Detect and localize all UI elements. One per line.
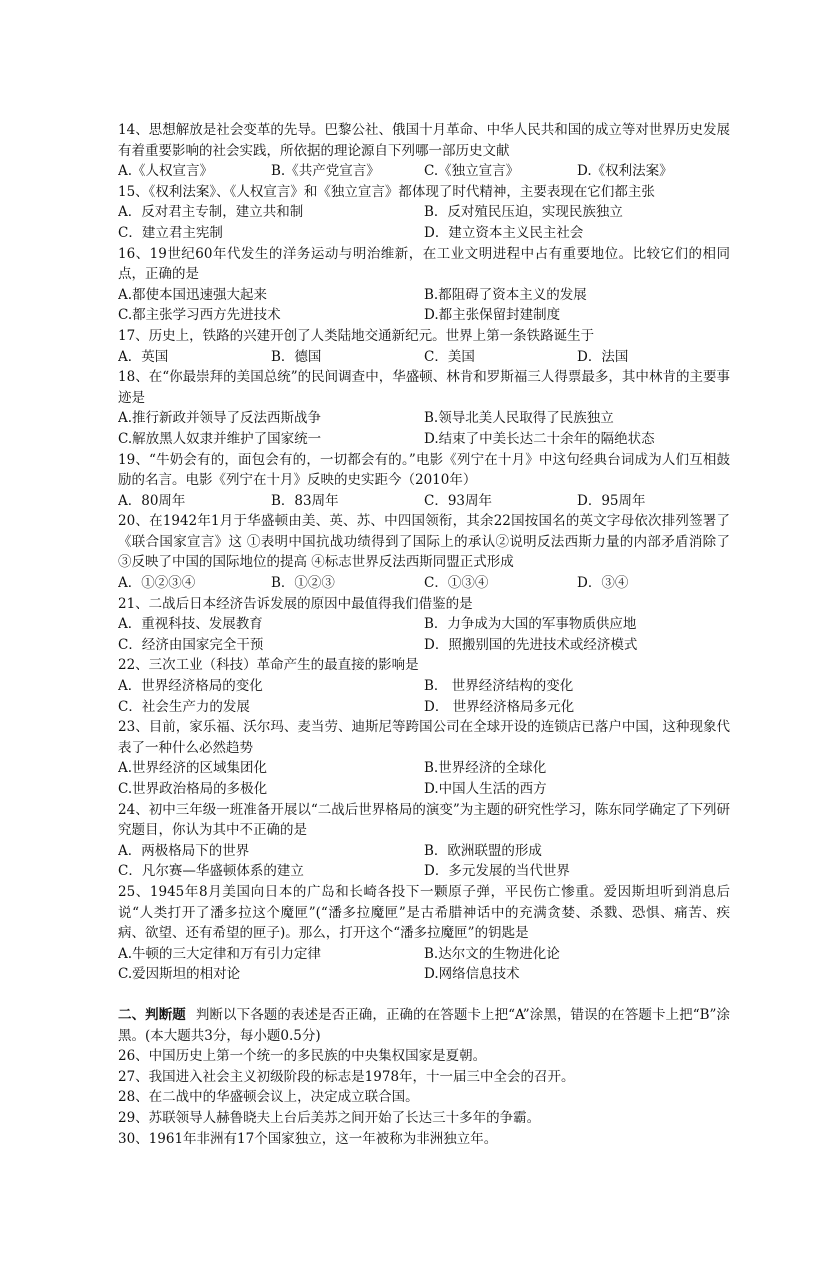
- option-b: B．①②③: [271, 575, 335, 592]
- option-a: A．两极格局下的世界: [118, 842, 250, 859]
- judgment-item: 26、中国历史上第一个统一的多民族的中央集权国家是夏朝。: [118, 1048, 487, 1065]
- question-20: [118, 511, 730, 593]
- judgment-item: 29、苏联领导人赫鲁晓夫上台后美苏之间开始了长达三十多年的争霸。: [118, 1109, 541, 1126]
- option-d: D.网络信息技术: [424, 966, 520, 983]
- question-stem: 24、初中三年级一班准备开展以“二战后世界格局的演变”为主题的研究性学习，陈东同学确定了下列研究题目，你认为其中不正确的是: [118, 801, 730, 839]
- option-a: A．重视科技、发展教育: [118, 616, 263, 633]
- option-b: B．反对殖民压迫，实现民族独立: [424, 204, 623, 221]
- option-a: A.世界经济的区域集团化: [118, 760, 268, 777]
- option-a: A．世界经济格局的变化: [118, 678, 263, 695]
- judgment-item: 30、1961年非洲有17个国家独立，这一年被称为非洲独立年。: [118, 1130, 498, 1147]
- option-a: A．反对君主专制，建立共和制: [118, 204, 304, 221]
- option-c: C.解放黑人奴隶并维护了国家统一: [118, 430, 322, 447]
- question-stem: 17、历史上，铁路的兴建开创了人类陆地交通新纪元。世界上第一条铁路诞生于: [118, 327, 595, 344]
- answer-options: [118, 614, 730, 655]
- exam-content: [118, 120, 730, 1149]
- option-d: D.中国人生活的西方: [424, 781, 547, 797]
- option-d: D.结束了中美长达二十余年的隔绝状态: [424, 430, 655, 447]
- answer-options: [118, 161, 730, 182]
- question-stem: 18、在“你最崇拜的美国总统”的民间调查中，华盛顿、林肯和罗斯福三人得票最多，其中林肯的主要事迹是: [118, 369, 730, 406]
- option-c: C.都主张学习西方先进技术: [118, 307, 281, 324]
- option-d: D． 世界经济格局多元化: [424, 698, 575, 715]
- section-judgment: [118, 1005, 730, 1149]
- option-d: D．法国: [577, 348, 629, 365]
- section-instruction: 判断以下各题的表述是否正确，正确的在答题卡上把“A”涂黑，错误的在答题卡上把“B”涂黑。(本大题共3分，每小题0.5分): [118, 1006, 731, 1044]
- question-18: [118, 367, 730, 449]
- option-b: B．83周年: [271, 492, 339, 509]
- option-b: B.《共产党宣言》: [271, 163, 380, 180]
- option-b: B． 世界经济结构的变化: [424, 678, 574, 695]
- answer-options: [118, 841, 730, 882]
- option-a: A.推行新政并领导了反法西斯战争: [118, 410, 322, 427]
- option-c: C．建立君主宪制: [118, 224, 223, 241]
- question-stem: 21、二战后日本经济告诉发展的原因中最值得我们借鉴的是: [118, 595, 473, 612]
- question-14: [118, 120, 730, 182]
- question-23: [118, 717, 730, 799]
- answer-options: [118, 758, 730, 799]
- option-b: B.达尔文的生物进化论: [424, 945, 560, 962]
- question-stem: 16、19世纪60年代发生的洋务运动与明治维新，在工业文明进程中占有重要地位。比较它们的相同点，正确的是: [118, 245, 730, 283]
- question-21: [118, 594, 730, 656]
- option-b: B．德国: [271, 348, 322, 365]
- option-a: A.《人权宣言》: [118, 163, 214, 180]
- option-d: D．照搬别国的先进技术或经济模式: [424, 636, 638, 653]
- answer-options: [118, 573, 730, 594]
- answer-options: [118, 944, 730, 985]
- option-d: D．建立资本主义民主社会: [424, 224, 584, 241]
- judgment-item: 28、在二战中的华盛顿会议上，决定成立联合国。: [118, 1089, 419, 1106]
- option-c: C.爱因斯坦的相对论: [118, 966, 241, 983]
- option-b: B.领导北美人民取得了民族独立: [424, 410, 614, 427]
- option-a: A．80周年: [118, 492, 186, 509]
- question-22: [118, 655, 730, 717]
- option-b: B．欧洲联盟的形成: [424, 842, 542, 859]
- answer-options: [118, 347, 730, 368]
- option-d: D．多元发展的当代世界: [424, 863, 570, 880]
- question-stem: 25、1945年8月美国向日本的广岛和长崎各投下一颗原子弹，平民伤亡惨重。爱因斯坦听到消息后说“人类打开了潘多拉这个魔匣”(“潘多拉魔匣”是古希腊神话中的充满贪婪、杀戮、恐惧、痛苦、疾病、欲望、还有希望的匣子)。那么，打开这个“潘多拉魔匣”的钥匙是: [118, 883, 730, 942]
- question-19: [118, 450, 730, 512]
- question-stem: 19、“牛奶会有的，面包会有的，一切都会有的。”电影《列宁在十月》中这句经典台词成为人们互相鼓励的名言。电影《列宁在十月》反映的史实距今（2010年）: [118, 451, 730, 489]
- option-c: C．经济由国家完全干预: [118, 636, 264, 653]
- option-b: B.都阻碍了资本主义的发展: [424, 286, 587, 303]
- option-c: C．美国: [424, 348, 475, 365]
- option-c: C.《独立宣言》: [424, 163, 520, 180]
- option-c: C．凡尔赛—华盛顿体系的建立: [118, 863, 304, 880]
- option-c: C．93周年: [424, 492, 493, 509]
- option-d: D．③④: [577, 575, 629, 592]
- answer-options: [118, 676, 730, 717]
- judgment-item: 27、我国进入社会主义初级阶段的标志是1978年，十一届三中全会的召开。: [118, 1068, 575, 1085]
- section-spacer: [118, 985, 730, 1005]
- option-b: B．力争成为大国的军事物质供应地: [424, 616, 637, 633]
- question-17: [118, 326, 730, 367]
- option-a: A．英国: [118, 348, 169, 365]
- section-title: 二、判断题: [118, 1006, 186, 1023]
- question-stem: 14、思想解放是社会变革的先导。巴黎公社、俄国十月革命、中华人民共和国的成立等对世界历史发展有着重要影响的社会实践，所依据的理论源自下列哪一部历史文献: [118, 122, 730, 159]
- option-c: C.世界政治格局的多极化: [118, 781, 268, 797]
- question-stem: 20、在1942年1月于华盛顿由美、英、苏、中四国领衔，其余22国按国名的英文字母依次排列签署了《联合国家宣言》这 ①表明中国抗战功绩得到了国际上的承认②说明反法西斯力量的内部矛盾消除了 ③反映了中国的国际地位的提高 ④标志世界反法西斯同盟正式形成: [118, 513, 730, 571]
- answer-options: [118, 491, 730, 512]
- question-stem: 15、《权利法案》、《人权宣言》和《独立宣言》都体现了时代精神，主要表现在它们都主张: [118, 183, 655, 200]
- option-c: C．①③④: [424, 575, 489, 592]
- option-d: D.《权利法案》: [577, 163, 673, 180]
- question-stem: 23、目前，家乐福、沃尔玛、麦当劳、迪斯尼等跨国公司在全球开设的连锁店已落户中国，这种现象代表了一种什么必然趋势: [118, 719, 730, 756]
- option-a: A.都使本国迅速强大起来: [118, 286, 268, 303]
- option-b: B.世界经济的全球化: [424, 760, 547, 777]
- question-15: [118, 182, 730, 244]
- answer-options: [118, 285, 730, 326]
- option-a: A．①②③④: [118, 575, 196, 592]
- question-24: [118, 800, 730, 882]
- section-heading: [118, 1005, 730, 1046]
- option-d: D.都主张保留封建制度: [424, 307, 561, 324]
- answer-options: [118, 408, 730, 449]
- option-c: C．社会生产力的发展: [118, 698, 250, 715]
- question-stem: 22、三次工业（科技）革命产生的最直接的影响是: [118, 657, 419, 674]
- answer-options: [118, 202, 730, 243]
- question-16: [118, 244, 730, 326]
- option-d: D．95周年: [577, 492, 646, 509]
- question-25: [118, 882, 730, 985]
- option-a: A.牛顿的三大定律和万有引力定律: [118, 945, 322, 962]
